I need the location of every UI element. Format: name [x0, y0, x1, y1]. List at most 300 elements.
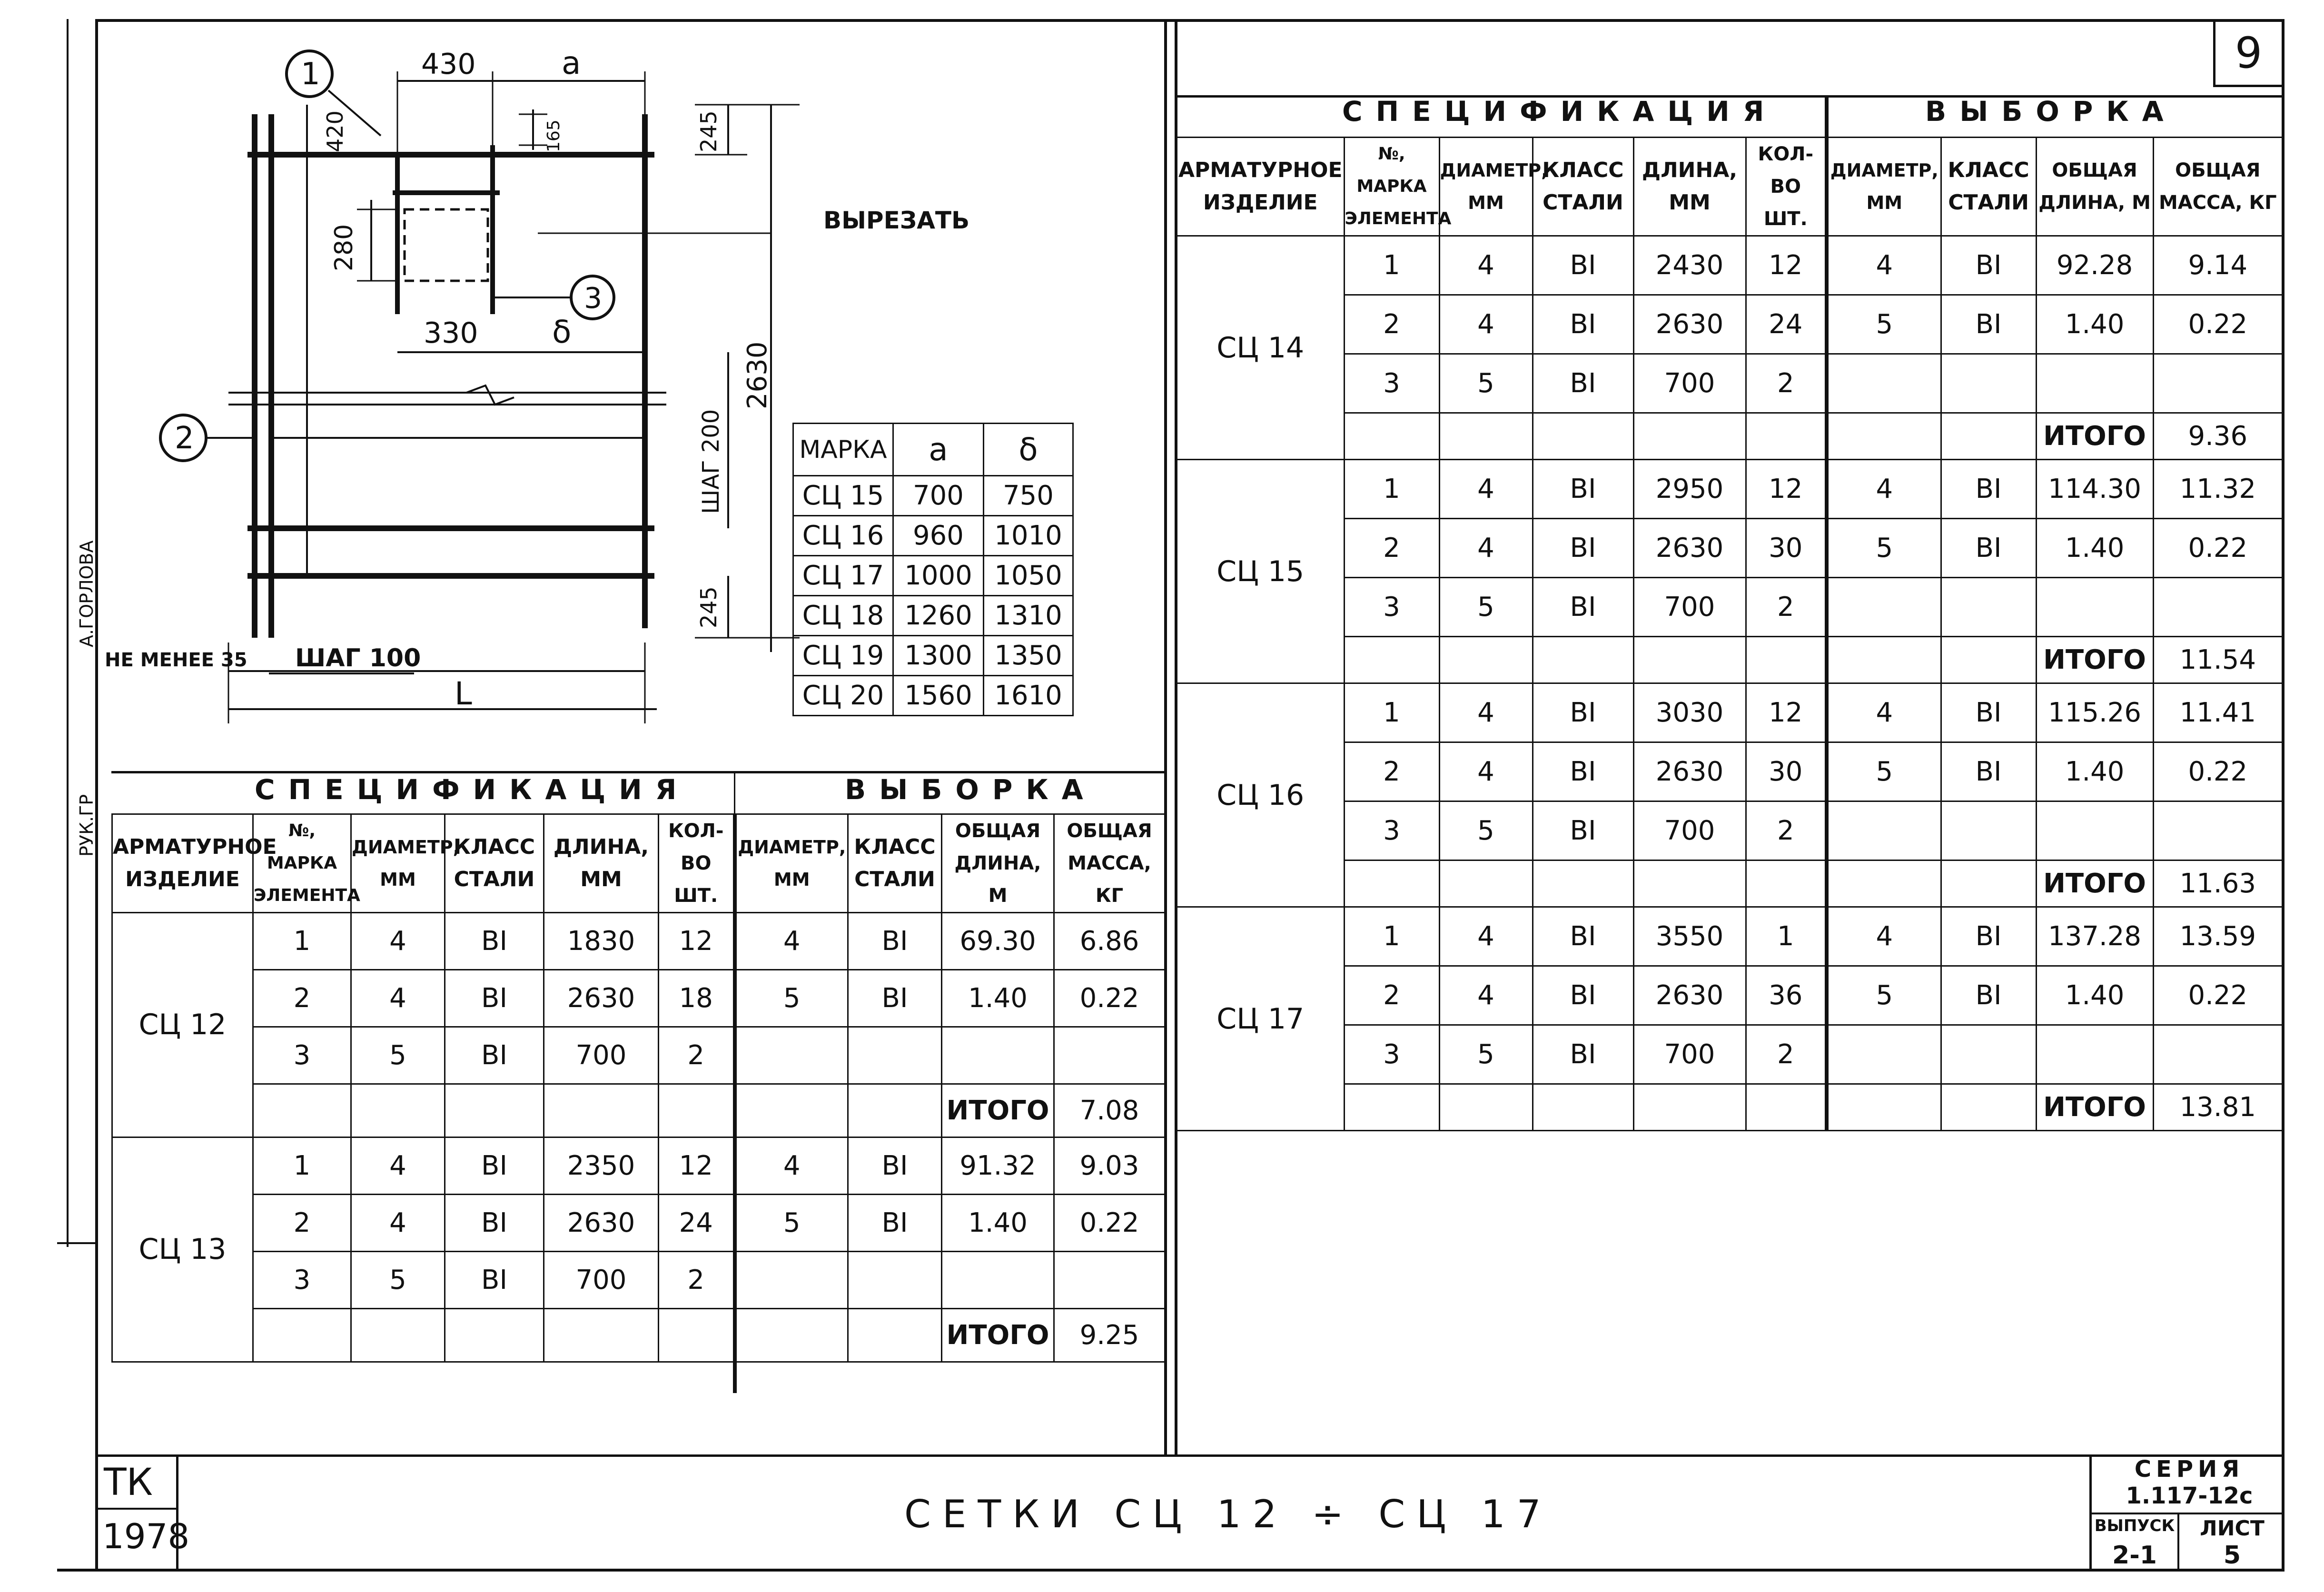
spec-cell: 5: [1827, 966, 1941, 1025]
spec-cell: 4: [735, 1137, 848, 1194]
spec-cell: [942, 1027, 1054, 1084]
spec-cell: [848, 1251, 942, 1308]
spec-cell: 114.30: [2036, 460, 2153, 519]
mark-table-cell: 1350: [984, 636, 1073, 676]
spec-cell: BI: [1533, 354, 1633, 413]
spec-cell: BI: [1533, 1025, 1633, 1084]
spec-cell: 1: [1344, 907, 1439, 966]
spec-cell: BI: [1533, 236, 1633, 295]
spec-cell: BI: [445, 912, 544, 969]
spec-cell-empty: [1439, 637, 1533, 683]
spec-cell-empty: [1633, 637, 1746, 683]
spec-cell: 2630: [544, 1194, 659, 1251]
col-class: КЛАСС СТАЛИ: [445, 814, 544, 912]
product-mark: СЦ 17: [1177, 907, 1344, 1131]
spec-cell: BI: [848, 1194, 942, 1251]
spec-cell: [735, 1251, 848, 1308]
col-length: ДЛИНА, ММ: [544, 814, 659, 912]
spec-cell: 2: [1344, 295, 1439, 354]
spec-cell: BI: [1533, 460, 1633, 519]
spec-cell: 700: [544, 1027, 659, 1084]
spec-cell: 18: [659, 969, 735, 1027]
spec-cell: 12: [1746, 236, 1827, 295]
spec-cell: [2036, 354, 2153, 413]
spec-cell: 2: [1344, 519, 1439, 578]
spec-cell: 0.22: [1054, 1194, 1165, 1251]
spec-cell: [1827, 354, 1941, 413]
spec-cell-empty: [848, 1308, 942, 1362]
dim-min-35: НЕ МЕНЕЕ 35: [105, 649, 247, 671]
spec-cell-empty: [1827, 860, 1941, 907]
spec-cell: 12: [1746, 460, 1827, 519]
spec-cell-empty: [1827, 413, 1941, 460]
dim-245-top: 245: [696, 110, 722, 152]
spec-cell-empty: [1746, 860, 1827, 907]
col-sel-length: ОБЩАЯ ДЛИНА, М: [2036, 138, 2153, 236]
spec-cell: 1: [253, 912, 351, 969]
spec-cell: 2630: [1633, 295, 1746, 354]
spec-cell-empty: [351, 1308, 445, 1362]
spec-cell-empty: [1827, 637, 1941, 683]
spec-cell: 2: [253, 969, 351, 1027]
spec-cell: 4: [1439, 519, 1533, 578]
dim-420: 420: [322, 110, 348, 152]
spec-cell-empty: [1344, 637, 1439, 683]
mark-table-cell: 700: [893, 476, 984, 516]
mark-table-cell: 960: [893, 516, 984, 556]
dim-2630: 2630: [742, 341, 773, 409]
right-groups: [1177, 236, 2282, 1131]
spec-cell: [1827, 1025, 1941, 1084]
col-sel-length: ОБЩАЯ ДЛИНА, М: [942, 814, 1054, 912]
spec-cell: 0.22: [2153, 966, 2282, 1025]
margin-name: А.ГОРЛОВА: [76, 540, 97, 647]
right-spec-title: СПЕЦИФИКАЦИЯ: [1342, 95, 1778, 128]
spec-cell-empty: [1344, 860, 1439, 907]
title-block-series-mid: [2089, 1513, 2284, 1514]
spec-cell: BI: [1533, 295, 1633, 354]
spec-cell-empty: [1533, 860, 1633, 907]
spec-cell: BI: [1941, 460, 2036, 519]
spec-cell: BI: [1941, 519, 2036, 578]
spec-cell: [848, 1027, 942, 1084]
spec-cell: 1.40: [2036, 742, 2153, 801]
spec-cell: 700: [1633, 354, 1746, 413]
spec-cell-empty: [1633, 1084, 1746, 1131]
callout-1-label: 1: [301, 57, 320, 92]
spec-cell: 4: [1439, 295, 1533, 354]
spec-cell: [1054, 1027, 1165, 1084]
total-mass: 7.08: [1054, 1084, 1165, 1137]
spec-cell: 4: [1439, 236, 1533, 295]
spec-cell-empty: [351, 1084, 445, 1137]
spec-cell: 36: [1746, 966, 1827, 1025]
series-value: 1.117-12с: [2126, 1483, 2253, 1509]
spec-cell: BI: [1533, 801, 1633, 860]
mark-table-cell: 1610: [984, 676, 1073, 716]
mark-table-header-b: δ: [984, 424, 1073, 476]
dim-a: a: [562, 45, 581, 81]
col-sel-mass: ОБЩАЯ МАССА, КГ: [2153, 138, 2282, 236]
spec-cell: 5: [1827, 295, 1941, 354]
total-mass: 9.36: [2153, 413, 2282, 460]
spec-cell: 4: [735, 912, 848, 969]
spec-cell: [735, 1027, 848, 1084]
spec-cell-empty: [659, 1084, 735, 1137]
spec-cell-empty: [544, 1308, 659, 1362]
spec-cell: 3: [1344, 354, 1439, 413]
mark-table-header-a: a: [893, 424, 984, 476]
spec-cell: 3: [253, 1027, 351, 1084]
title-block-org-mid: [95, 1508, 176, 1510]
spec-cell: 4: [351, 912, 445, 969]
right-spec-table: [1177, 95, 2282, 1131]
left-groups: [112, 912, 1165, 1362]
spec-cell: 700: [544, 1251, 659, 1308]
spec-cell: 30: [1746, 742, 1827, 801]
spec-cell-empty: [253, 1308, 351, 1362]
spec-cell-empty: [1533, 413, 1633, 460]
issue-label: ВЫПУСК: [2094, 1516, 2175, 1535]
spec-cell: 0.22: [1054, 969, 1165, 1027]
col-length: ДЛИНА, ММ: [1633, 138, 1746, 236]
spec-cell: 4: [1439, 742, 1533, 801]
col-product: АРМАТУРНОЕ ИЗДЕЛИЕ: [1177, 138, 1344, 236]
spec-cell: 4: [1439, 907, 1533, 966]
spec-cell: 3030: [1633, 683, 1746, 742]
mark-table-cell: 1260: [893, 596, 984, 636]
spec-cell: 12: [1746, 683, 1827, 742]
drawing-title: СЕТКИ СЦ 12 ÷ СЦ 17: [904, 1492, 1553, 1536]
spec-cell: 2950: [1633, 460, 1746, 519]
spec-cell: 1.40: [2036, 966, 2153, 1025]
col-qty: КОЛ-ВО ШТ.: [1746, 138, 1827, 236]
mark-table-cell: 1050: [984, 556, 1073, 596]
left-margin-line: [67, 19, 69, 1247]
spec-cell: BI: [1533, 519, 1633, 578]
left-spec-table: [111, 771, 1166, 1393]
spec-cell: 30: [1746, 519, 1827, 578]
spec-cell-empty: [1344, 413, 1439, 460]
spec-cell: BI: [1941, 742, 2036, 801]
spec-cell: [2153, 578, 2282, 637]
left-spec-title: СПЕЦИФИКАЦИЯ: [255, 773, 690, 806]
spec-cell: 3: [1344, 578, 1439, 637]
spec-cell: BI: [1941, 966, 2036, 1025]
spec-cell: 1.40: [2036, 295, 2153, 354]
spec-cell-empty: [1941, 860, 2036, 907]
sheet-number: 9: [2235, 28, 2263, 78]
spec-cell: [1054, 1251, 1165, 1308]
spec-cell: 2: [1344, 966, 1439, 1025]
col-element: №, МАРКА ЭЛЕМЕНТА: [253, 814, 351, 912]
spec-cell: 4: [1439, 966, 1533, 1025]
spec-cell: BI: [445, 969, 544, 1027]
spec-cell-empty: [1439, 1084, 1533, 1131]
callout-3-label: 3: [584, 282, 603, 315]
spec-cell: 2: [1746, 801, 1827, 860]
spec-cell: 1: [253, 1137, 351, 1194]
spec-cell: [1827, 801, 1941, 860]
product-mark: СЦ 12: [112, 912, 253, 1137]
spec-cell: [1941, 801, 2036, 860]
col-sel-mass: ОБЩАЯ МАССА, КГ: [1054, 814, 1165, 912]
mark-table-cell: СЦ 19: [793, 636, 893, 676]
dim-245-bottom: 245: [696, 586, 722, 628]
col-sel-diameter: ДИАМЕТР, ММ: [1827, 138, 1941, 236]
sheet-value: 5: [2223, 1541, 2241, 1570]
spec-cell-empty: [1746, 413, 1827, 460]
spec-cell: 12: [659, 1137, 735, 1194]
spec-cell: 2: [253, 1194, 351, 1251]
col-diameter: ДИАМЕТР, ММ: [1439, 138, 1533, 236]
spec-cell: 5: [1439, 354, 1533, 413]
spec-cell: 24: [1746, 295, 1827, 354]
spec-cell: 12: [659, 912, 735, 969]
spec-cell: 5: [1827, 519, 1941, 578]
spec-cell: 2: [1746, 354, 1827, 413]
spec-cell: BI: [848, 969, 942, 1027]
spec-cell: 0.22: [2153, 519, 2282, 578]
mark-table-cell: СЦ 15: [793, 476, 893, 516]
spec-cell: [1941, 578, 2036, 637]
dim-L: L: [455, 675, 472, 712]
cut-area: [405, 209, 488, 281]
spec-cell-empty: [1633, 860, 1746, 907]
spec-cell: 4: [1827, 460, 1941, 519]
spec-cell: 4: [1827, 683, 1941, 742]
spec-cell-empty: [1941, 637, 2036, 683]
spec-cell: 700: [1633, 801, 1746, 860]
spec-cell: BI: [1533, 966, 1633, 1025]
spec-cell-empty: [544, 1084, 659, 1137]
spec-cell-empty: [1533, 637, 1633, 683]
spec-cell-empty: [1439, 413, 1533, 460]
left-margin-tick: [57, 1242, 95, 1244]
product-mark: СЦ 15: [1177, 460, 1344, 683]
col-sel-class: КЛАСС СТАЛИ: [848, 814, 942, 912]
product-mark: СЦ 16: [1177, 683, 1344, 907]
series-label: СЕРИЯ: [2134, 1456, 2245, 1483]
spec-cell-empty: [659, 1308, 735, 1362]
mark-table-cell: 1560: [893, 676, 984, 716]
spec-cell: [1827, 578, 1941, 637]
mark-table-cell: 1300: [893, 636, 984, 676]
title-block-issue-divider: [2177, 1513, 2179, 1572]
spec-cell: 0.22: [2153, 295, 2282, 354]
spec-cell: 11.41: [2153, 683, 2282, 742]
dim-280: 280: [330, 224, 358, 271]
spec-cell: 92.28: [2036, 236, 2153, 295]
dim-430: 430: [421, 48, 476, 81]
spec-cell: 4: [1439, 460, 1533, 519]
spec-cell: [2153, 354, 2282, 413]
spec-cell-empty: [1941, 413, 2036, 460]
spec-cell: [1941, 354, 2036, 413]
dim-330: 330: [424, 316, 478, 350]
mark-table-cell: СЦ 18: [793, 596, 893, 636]
frame-bottom: [57, 1569, 2284, 1572]
spec-cell: BI: [1533, 907, 1633, 966]
mark-table-cell: СЦ 20: [793, 676, 893, 716]
mark-table-cell: 750: [984, 476, 1073, 516]
spec-cell: [942, 1251, 1054, 1308]
spec-cell: 5: [351, 1251, 445, 1308]
spec-cell: 1.40: [942, 969, 1054, 1027]
total-mass: 11.54: [2153, 637, 2282, 683]
spec-cell: BI: [1533, 578, 1633, 637]
spec-cell: 2630: [544, 969, 659, 1027]
margin-role: РУК.ГР: [76, 794, 97, 857]
spec-cell: [1941, 1025, 2036, 1084]
spec-cell: 13.59: [2153, 907, 2282, 966]
cut-note: ВЫРЕЗАТЬ: [823, 207, 970, 234]
spec-cell: 5: [351, 1027, 445, 1084]
col-diameter: ДИАМЕТР, ММ: [351, 814, 445, 912]
spec-cell: BI: [1941, 236, 2036, 295]
spec-cell: [2036, 1025, 2153, 1084]
spec-cell: 700: [1633, 1025, 1746, 1084]
spec-cell: 4: [1827, 236, 1941, 295]
mark-table-cell: 1010: [984, 516, 1073, 556]
spec-cell: BI: [848, 1137, 942, 1194]
spec-cell: 4: [1439, 683, 1533, 742]
mark-table-cell: СЦ 16: [793, 516, 893, 556]
total-label: ИТОГО: [2036, 637, 2153, 683]
spec-cell: 5: [1439, 1025, 1533, 1084]
spec-cell-empty: [1633, 413, 1746, 460]
org-code: ТК: [104, 1461, 153, 1504]
spec-cell: 1.40: [942, 1194, 1054, 1251]
spec-cell-empty: [445, 1084, 544, 1137]
spec-cell: 9.14: [2153, 236, 2282, 295]
year: 1978: [102, 1516, 190, 1556]
total-mass: 11.63: [2153, 860, 2282, 907]
spec-cell: 2: [659, 1027, 735, 1084]
spec-cell: 2350: [544, 1137, 659, 1194]
spec-cell: 4: [351, 1194, 445, 1251]
spec-cell-empty: [445, 1308, 544, 1362]
spec-cell: BI: [445, 1137, 544, 1194]
spec-cell: 5: [735, 969, 848, 1027]
total-label: ИТОГО: [942, 1308, 1054, 1362]
spec-cell: 2: [1746, 578, 1827, 637]
product-mark: СЦ 13: [112, 1137, 253, 1362]
spec-cell: BI: [1533, 742, 1633, 801]
spec-cell: 1830: [544, 912, 659, 969]
total-label: ИТОГО: [2036, 1084, 2153, 1131]
spec-cell: 5: [1827, 742, 1941, 801]
spec-cell: 6.86: [1054, 912, 1165, 969]
spec-cell-empty: [848, 1084, 942, 1137]
dim-165: 165: [544, 119, 564, 152]
total-label: ИТОГО: [2036, 860, 2153, 907]
col-element: №, МАРКА ЭЛЕМЕНТА: [1344, 138, 1439, 236]
spec-cell-empty: [1746, 637, 1827, 683]
mark-table-cell: 1310: [984, 596, 1073, 636]
spec-cell: 2630: [1633, 519, 1746, 578]
spec-cell-empty: [1439, 860, 1533, 907]
spec-cell-empty: [735, 1084, 848, 1137]
spec-cell: 3: [253, 1251, 351, 1308]
spec-cell-empty: [253, 1084, 351, 1137]
product-mark: СЦ 14: [1177, 236, 1344, 460]
spec-cell: 2: [1746, 1025, 1827, 1084]
spec-cell-empty: [1746, 1084, 1827, 1131]
total-label: ИТОГО: [942, 1084, 1054, 1137]
spec-cell: 0.22: [2153, 742, 2282, 801]
spec-cell: BI: [848, 912, 942, 969]
spec-cell: 91.32: [942, 1137, 1054, 1194]
spec-cell: [2036, 578, 2153, 637]
spec-cell: 1: [1746, 907, 1827, 966]
right-selection-title: ВЫБОРКА: [1925, 95, 2177, 128]
mark-table-header-mark: МАРКА: [793, 424, 893, 476]
dim-delta: δ: [552, 314, 572, 350]
total-mass: 13.81: [2153, 1084, 2282, 1131]
dim-step-200: ШАГ 200: [698, 409, 724, 514]
total-label: ИТОГО: [2036, 413, 2153, 460]
mark-table-cell: СЦ 17: [793, 556, 893, 596]
spec-cell: 11.32: [2153, 460, 2282, 519]
spec-cell: 2430: [1633, 236, 1746, 295]
col-qty: КОЛ-ВО ШТ.: [659, 814, 735, 912]
spec-cell: 1: [1344, 683, 1439, 742]
issue-value: 2-1: [2112, 1541, 2157, 1570]
spec-cell: 5: [735, 1194, 848, 1251]
spec-cell: 1: [1344, 236, 1439, 295]
spec-cell-empty: [1344, 1084, 1439, 1131]
spec-cell: 1: [1344, 460, 1439, 519]
spec-cell: 115.26: [2036, 683, 2153, 742]
spec-cell-empty: [1941, 1084, 2036, 1131]
spec-cell: 4: [351, 1137, 445, 1194]
spec-cell: BI: [445, 1027, 544, 1084]
spec-cell: BI: [445, 1251, 544, 1308]
spec-cell: BI: [445, 1194, 544, 1251]
spec-cell: 5: [1439, 801, 1533, 860]
spec-cell: 4: [1827, 907, 1941, 966]
mark-table-cell: 1000: [893, 556, 984, 596]
spec-cell: 9.03: [1054, 1137, 1165, 1194]
sheet-label: ЛИСТ: [2200, 1516, 2265, 1541]
spec-cell: 5: [1439, 578, 1533, 637]
spec-cell: 2: [659, 1251, 735, 1308]
spec-cell-empty: [1827, 1084, 1941, 1131]
col-class: КЛАСС СТАЛИ: [1533, 138, 1633, 236]
title-block-top: [95, 1454, 2284, 1457]
spec-cell: 24: [659, 1194, 735, 1251]
spec-cell: 3: [1344, 801, 1439, 860]
spec-cell: 69.30: [942, 912, 1054, 969]
spec-cell: BI: [1533, 683, 1633, 742]
dim-step-100: ШАГ 100: [295, 644, 421, 672]
left-selection-title: ВЫБОРКА: [845, 773, 1097, 806]
total-mass: 9.25: [1054, 1308, 1165, 1362]
frame-right: [2282, 19, 2284, 1572]
spec-cell-empty: [1533, 1084, 1633, 1131]
spec-cell: [2036, 801, 2153, 860]
spec-cell: BI: [1941, 295, 2036, 354]
spec-cell: [2153, 801, 2282, 860]
callout-2-label: 2: [175, 421, 194, 456]
col-product: АРМАТУРНОЕ ИЗДЕЛИЕ: [112, 814, 253, 912]
col-sel-class: КЛАСС СТАЛИ: [1941, 138, 2036, 236]
spec-cell: 3550: [1633, 907, 1746, 966]
spec-cell: BI: [1941, 907, 2036, 966]
spec-cell: 3: [1344, 1025, 1439, 1084]
spec-cell: 2: [1344, 742, 1439, 801]
